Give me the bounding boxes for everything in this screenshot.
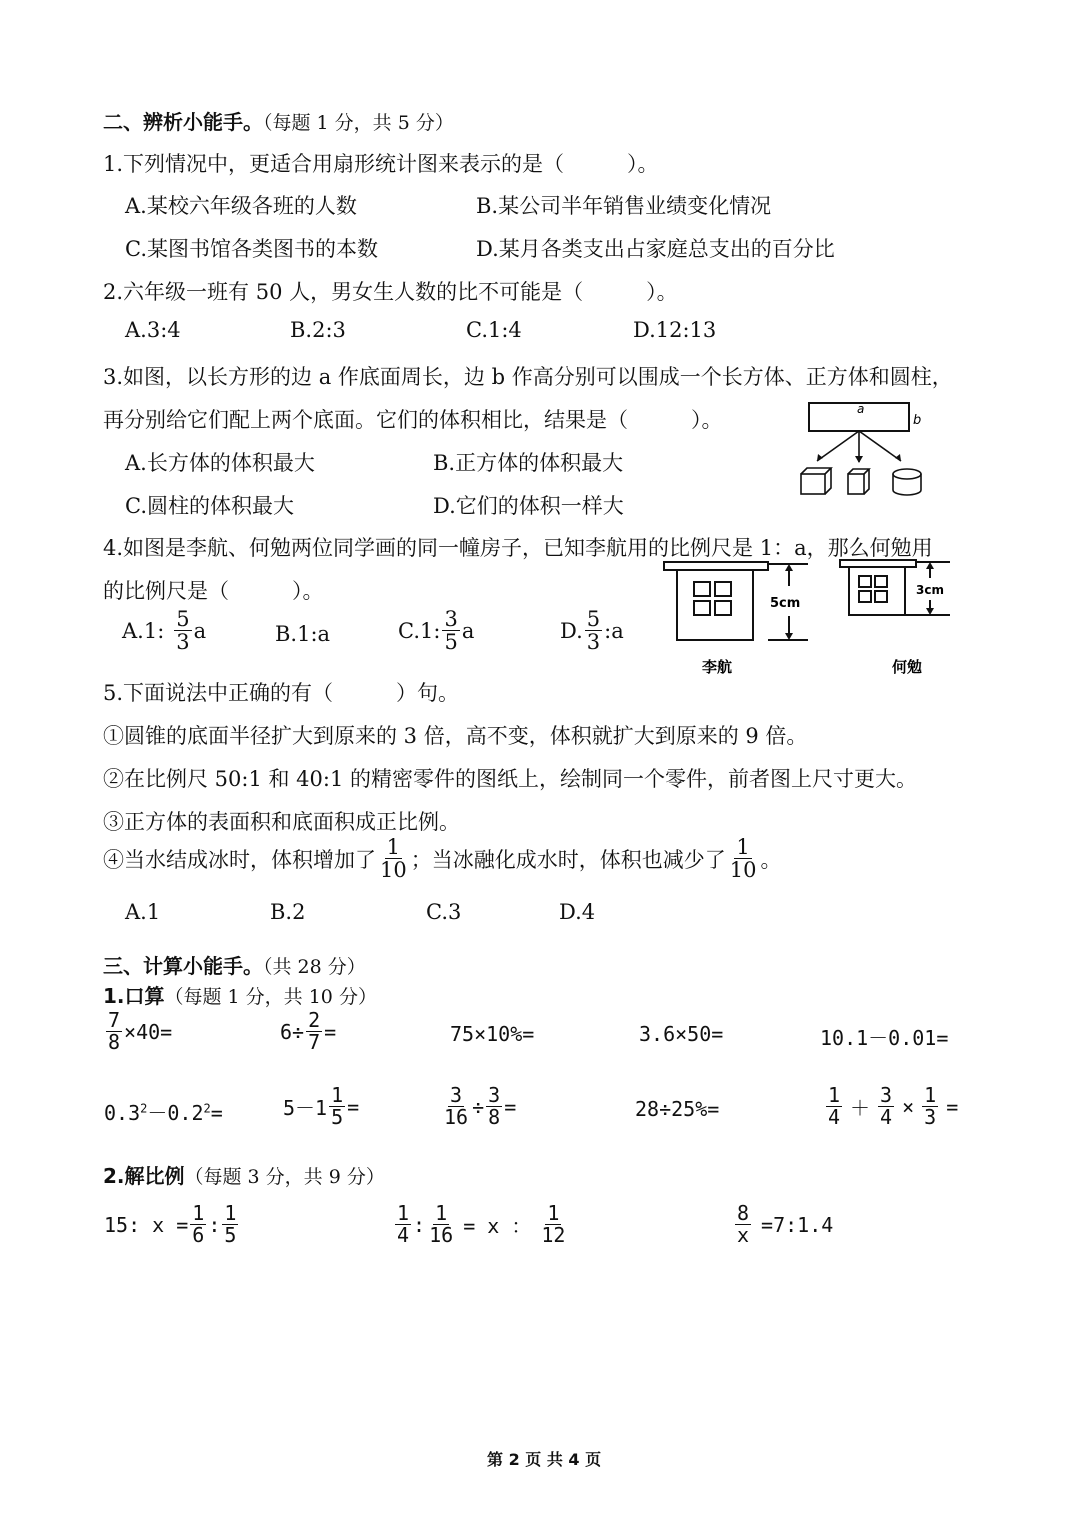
q1-option-a[interactable]: A.某校六年级各班的人数 <box>125 194 357 218</box>
q3-option-c[interactable]: C.圆柱的体积最大 <box>125 494 294 518</box>
cube-icon <box>848 469 869 494</box>
q5-statement-4: ④当水结成冰时，体积增加了 $\frac{1}{10}$ ；当冰融化成水时，体积也减少了 $\frac{1}{10}$ 。 <box>103 835 782 883</box>
section3-note: （共 28 分） <box>263 956 366 978</box>
section3-title-text: 三、计算小能手。 <box>103 954 263 978</box>
q4-name-hemian: 何勉 <box>892 658 923 676</box>
proportion-title: 2.解比例（每题 3 分，共 9 分） <box>103 1164 385 1188</box>
q3-option-a[interactable]: A.长方体的体积最大 <box>125 451 315 475</box>
q3-stem-line2: 再分别给它们配上两个底面。它们的体积相比，结果是（ ）。 <box>103 408 723 432</box>
oral-expr-6: $0.3^2-0.2^2=$ <box>104 1101 223 1125</box>
q5-statement-1: ①圆锥的底面半径扩大到原来的 3 倍，高不变，体积就扩大到原来的 9 倍。 <box>103 724 808 748</box>
q5-statement-2: ②在比例尺 50:1 和 40:1 的精密零件的图纸上，绘制同一个零件，前者图上尺寸更大。 <box>103 767 918 791</box>
q2-option-b[interactable]: B.2:3 <box>290 318 346 342</box>
section3-title <box>103 950 366 979</box>
cylinder-icon <box>893 469 921 495</box>
q1-option-d[interactable]: D.某月各类支出占家庭总支出的百分比 <box>476 237 835 261</box>
oral-expr-5: 10.1－0.01= <box>820 1026 949 1050</box>
oral-expr-9: 28÷25%= <box>635 1097 720 1121</box>
q4-option-d[interactable]: D. $\frac{5}{3}$ :a <box>560 607 624 655</box>
q1-option-b[interactable]: B.某公司半年销售业绩变化情况 <box>476 194 772 218</box>
q5-option-b[interactable]: B.2 <box>270 900 306 924</box>
q4-option-a[interactable]: A.1: $\frac{5}{3}$ a <box>122 607 207 655</box>
q3-stem-line1: 3.如图，以长方形的边 a 作底面周长，边 b 作高分别可以围成一个长方体、正方体和圆柱， <box>103 365 953 389</box>
q4-stem-line2: 的比例尺是（ ）。 <box>103 579 324 603</box>
q2-option-a[interactable]: A.3:4 <box>125 318 181 342</box>
q2-option-d[interactable]: D.12:13 <box>633 318 717 342</box>
proportion-3: $\frac{8}{x}$ =7:1.4 <box>737 1201 834 1247</box>
section2-title <box>103 106 454 135</box>
q4-option-c[interactable]: C.1: $\frac{3}{5}$ a <box>398 607 475 655</box>
q3-option-d[interactable]: D.它们的体积一样大 <box>433 494 624 518</box>
q4-name-lihang: 李航 <box>702 658 733 676</box>
oral-expr-1: $\frac{7}{8}$ ×40= <box>108 1008 173 1054</box>
q3-label-a: a <box>857 402 865 416</box>
q3-figure <box>795 396 935 504</box>
q3-option-b[interactable]: B.正方体的体积最大 <box>433 451 624 475</box>
oral-expr-4: 3.6×50= <box>639 1022 724 1046</box>
page-footer: 第 2 页 共 4 页 <box>487 1450 602 1469</box>
q4-figure <box>660 556 970 681</box>
oral-expr-3: 75×10%= <box>450 1022 535 1046</box>
q1-option-c[interactable]: C.某图书馆各类图书的本数 <box>125 237 378 261</box>
q4-height-3cm: 3cm <box>916 583 944 597</box>
q5-option-a[interactable]: A.1 <box>125 900 161 924</box>
oral-expr-8: $\frac{3}{16}$ ÷ $\frac{3}{8}$ = <box>444 1083 517 1129</box>
q2-option-c[interactable]: C.1:4 <box>466 318 522 342</box>
q5-stem: 5.下面说法中正确的有（ ）句。 <box>103 681 460 705</box>
q5-option-c[interactable]: C.3 <box>426 900 462 924</box>
q1-stem: 1.下列情况中，更适合用扇形统计图来表示的是（ ）。 <box>103 152 659 176</box>
oral-expr-7: 5－1 $\frac{1}{5}$ = <box>283 1083 360 1129</box>
oral-expr-2: 6÷ $\frac{2}{7}$ = <box>280 1008 337 1054</box>
q2-stem: 2.六年级一班有 50 人，男女生人数的比不可能是（ ）。 <box>103 280 678 304</box>
proportion-2: $\frac{1}{4}$ : $\frac{1}{16}$ = x ： $\frac{1}{12}$ <box>397 1201 566 1247</box>
q3-label-b: b <box>913 413 922 428</box>
oral-calc-title: 1.口算（每题 1 分，共 10 分） <box>103 984 377 1008</box>
q4-option-b[interactable]: B.1:a <box>275 622 331 646</box>
proportion-1: 15: x = $\frac{1}{6}$ : $\frac{1}{5}$ <box>104 1201 237 1247</box>
q5-option-d[interactable]: D.4 <box>559 900 596 924</box>
section2-title-text: 二、辨析小能手。 <box>103 110 263 134</box>
q5-statement-3: ③正方体的表面积和底面积成正比例。 <box>103 810 460 834</box>
cuboid-icon <box>801 468 831 494</box>
oral-expr-10: $\frac{1}{4}$ ＋ $\frac{3}{4}$ × $\frac{1}{3}$ = <box>828 1083 959 1129</box>
q4-height-5cm: 5cm <box>770 596 801 611</box>
q4-stem-line1: 4.如图是李航、何勉两位同学画的同一幢房子，已知李航用的比例尺是 1：a，那么何勉用 <box>103 536 933 560</box>
section2-note: （每题 1 分，共 5 分） <box>263 112 454 134</box>
